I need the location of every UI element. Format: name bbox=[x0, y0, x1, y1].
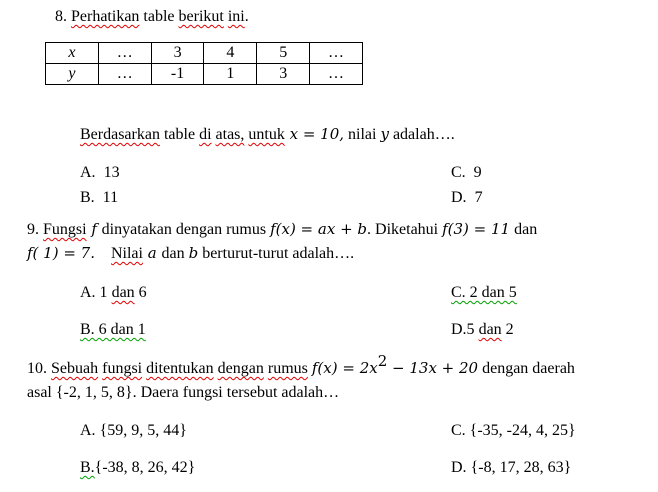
q10-math-lhs: f(x) = bbox=[311, 359, 355, 377]
q8-option-b[interactable]: B. 11 bbox=[80, 189, 119, 206]
table-cell: … bbox=[310, 64, 363, 85]
q9-math-f1: f( 1) = 7. bbox=[27, 244, 95, 262]
table-cell: 3 bbox=[151, 43, 204, 64]
table-cell: 1 bbox=[204, 64, 257, 85]
q10-word-ditentukan[interactable]: ditentukan bbox=[146, 360, 214, 377]
table-cell: 5 bbox=[257, 43, 310, 64]
table-cell: 3 bbox=[257, 64, 310, 85]
q8-word-perhatikan[interactable]: Perhatikan bbox=[71, 8, 140, 25]
q8-option-d[interactable]: D. 7 bbox=[451, 189, 483, 206]
q9-line1: 9. Fungsi f dinyatakan dengan rumus f(x) = ax + b. Diketahui f(3) = 11 dan bbox=[27, 220, 538, 238]
q8-number: 8. bbox=[55, 8, 67, 25]
q8-word-atas[interactable]: atas, bbox=[215, 126, 245, 143]
q10-option-a[interactable]: A. {59, 9, 5, 44} bbox=[80, 422, 187, 439]
q10-word-rumus[interactable]: rumus bbox=[267, 360, 308, 377]
table-cell: -1 bbox=[151, 64, 204, 85]
q8-word-table: table bbox=[139, 8, 179, 25]
q8-option-c[interactable]: C. 9 bbox=[451, 164, 482, 181]
q8-word-di[interactable]: di bbox=[199, 126, 212, 143]
q8-word-untuk[interactable]: untuk bbox=[248, 126, 285, 143]
q10-number: 10. bbox=[27, 360, 47, 377]
q10-word-sebuah[interactable]: Sebuah bbox=[51, 360, 99, 377]
q9-option-c[interactable]: C. 2 dan 5 bbox=[451, 284, 517, 301]
table-cell-var: x bbox=[46, 43, 99, 64]
q9-math-formula: f(x) = ax + b bbox=[270, 220, 368, 238]
q8-math-y: y bbox=[380, 125, 389, 143]
q9-line2: f( 1) = 7. Nilai a dan b berturut-turut adalah…. bbox=[27, 244, 355, 262]
q8-word-berdasarkan[interactable]: Berdasarkan bbox=[80, 126, 160, 143]
q10-line1: 10. Sebuah fungsi ditentukan dengan rumus $f(x) = 2x^2 - 13x + 20$ dengan daerah bbox=[27, 352, 575, 377]
table-cell-var: y bbox=[46, 64, 99, 85]
q10-word-dengan[interactable]: dengan bbox=[217, 360, 264, 377]
q8-option-a[interactable]: A. 13 bbox=[80, 164, 120, 181]
table-row-x bbox=[46, 43, 363, 64]
q9-option-d[interactable]: D.5 dan 2 bbox=[451, 321, 514, 338]
q10-word-fungsi[interactable]: fungsi bbox=[102, 360, 143, 377]
table-row-y bbox=[46, 64, 363, 85]
q9-option-b[interactable]: B. 6 dan 1 bbox=[80, 321, 146, 338]
q9-word-fungsi[interactable]: Fungsi bbox=[43, 221, 87, 238]
q9-math-f3: f(3) = 11 bbox=[442, 220, 511, 238]
table-cell: … bbox=[98, 64, 151, 85]
q9-word-nilai[interactable]: Nilai bbox=[110, 245, 143, 262]
q10-option-b[interactable]: B.{-38, 8, 26, 42} bbox=[80, 459, 196, 476]
q8-title: 8. Perhatikan table berikut ini. bbox=[55, 8, 249, 25]
q9-number: 9. bbox=[27, 221, 39, 238]
table-cell: 4 bbox=[204, 43, 257, 64]
table-cell: … bbox=[310, 43, 363, 64]
q10-option-d[interactable]: D. {-8, 17, 28, 63} bbox=[451, 459, 572, 476]
q9-option-a[interactable]: A. 1 dan 6 bbox=[80, 284, 147, 301]
q10-option-c[interactable]: C. {-35, -24, 4, 25} bbox=[451, 422, 576, 439]
q8-question: Berdasarkan table di atas, untuk x = 10, nilai y adalah…. bbox=[80, 125, 455, 143]
q8-xy-table bbox=[45, 42, 363, 85]
q10-line2: asal {-2, 1, 5, 8}. Daera fungsi tersebut adalah… bbox=[27, 384, 340, 401]
table-cell: … bbox=[98, 43, 151, 64]
q8-word-ini[interactable]: ini bbox=[227, 8, 245, 25]
q8-math-x: x = 10, bbox=[284, 125, 345, 143]
q8-word-berikut[interactable]: berikut bbox=[178, 8, 224, 25]
